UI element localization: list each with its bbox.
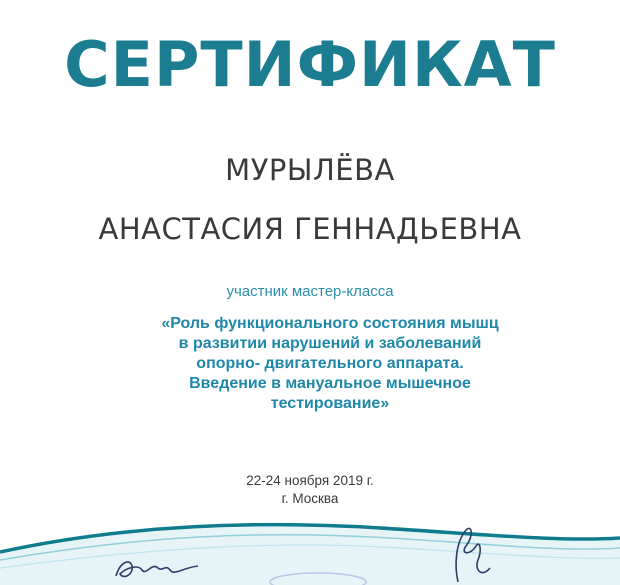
- signature-left: [112, 548, 202, 584]
- course-title-line: опорно- двигательного аппарата.: [196, 355, 464, 372]
- signature-right: [436, 520, 506, 585]
- certificate-title: СЕРТИФИКАТ: [64, 28, 556, 101]
- decorative-wave: [0, 500, 620, 585]
- course-title-line: Введение в мануальное мышечное: [189, 375, 471, 392]
- participant-surname: МУРЫЛЁВА: [225, 153, 395, 187]
- course-title-line: тестирование»: [270, 395, 390, 412]
- participant-role: участник мастер-класса: [226, 283, 394, 300]
- event-city: г. Москва: [281, 491, 339, 506]
- event-date: 22-24 ноября 2019 г.: [246, 473, 374, 488]
- participant-given-names: АНАСТАСИЯ ГЕННАДЬЕВНА: [98, 212, 522, 246]
- course-title-line: в развитии нарушений и заболеваний: [178, 335, 482, 352]
- course-title-line: «Роль функционального состояния мышц: [161, 315, 499, 332]
- course-title: [90, 314, 570, 414]
